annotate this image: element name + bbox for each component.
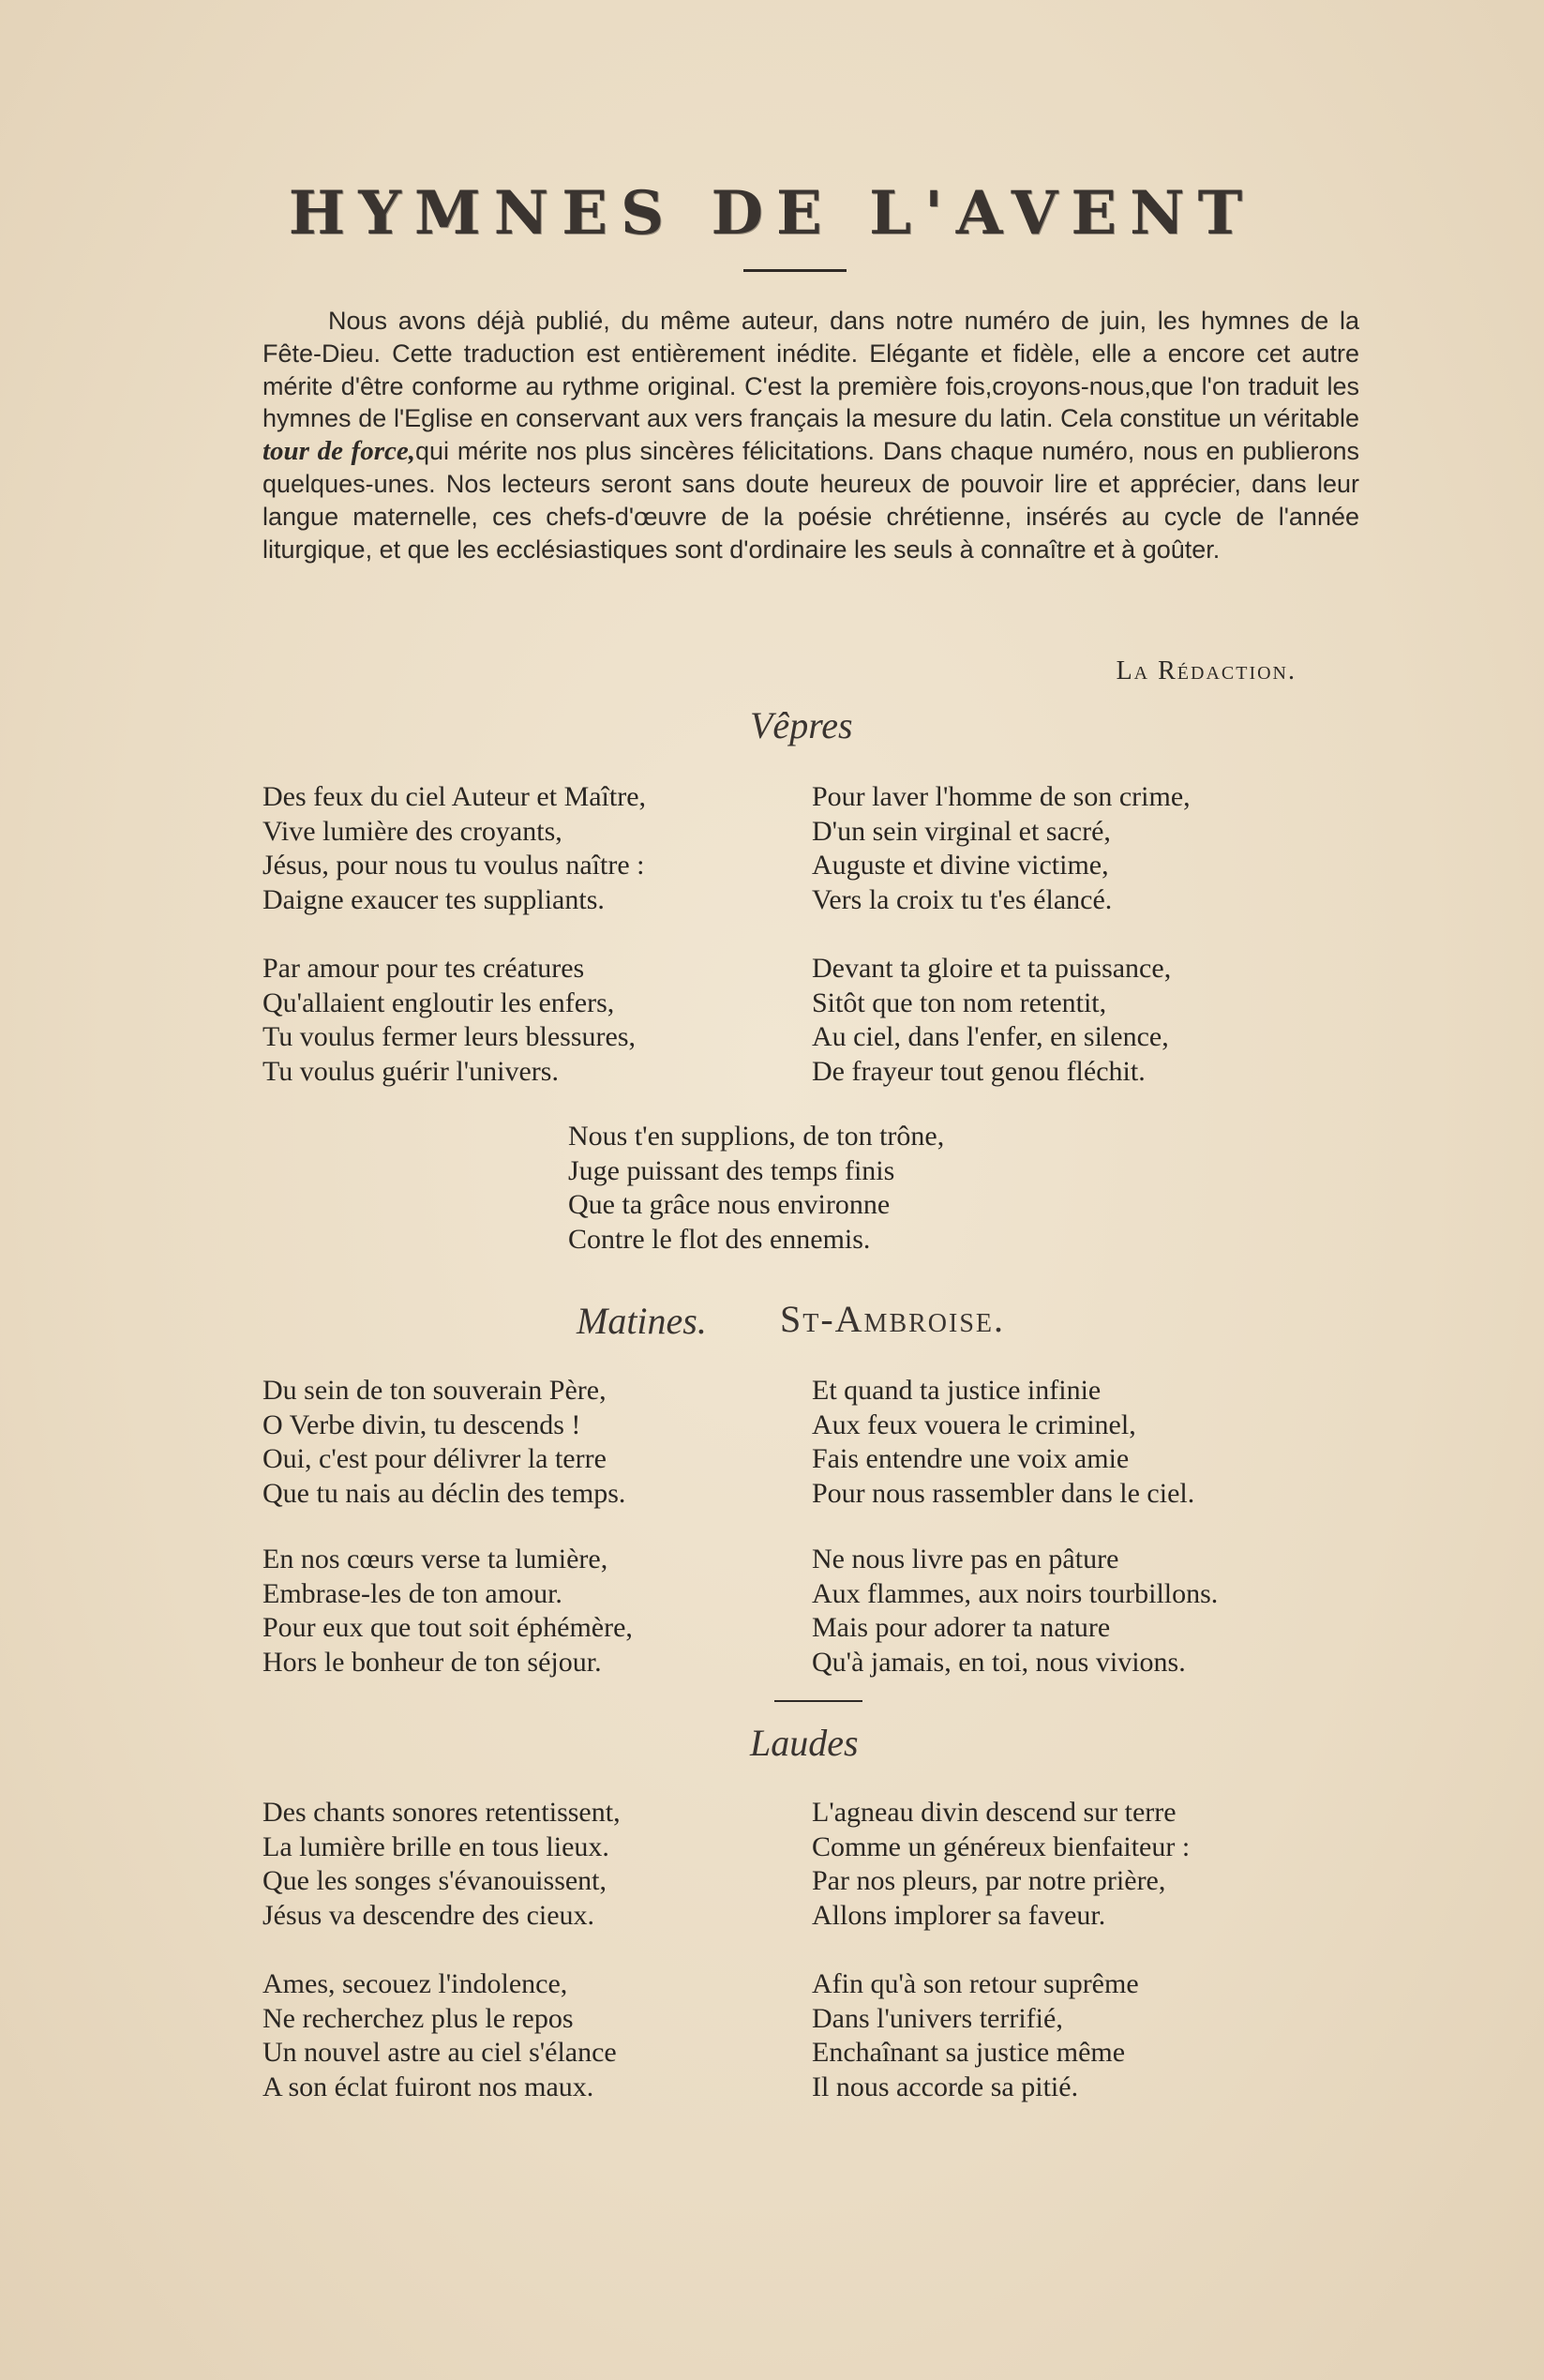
signature: La Rédaction. <box>1116 656 1297 685</box>
verse-line: Contre le flot des ennemis. <box>568 1223 871 1255</box>
verse-line: Dans l'univers terrifié, <box>812 2002 1063 2034</box>
verse-line: Ames, secouez l'indolence, <box>262 1968 568 1999</box>
verse-line: Ne recherchez plus le repos <box>262 2002 574 2034</box>
verse-line: Des feux du ciel Auteur et Maître, <box>262 781 647 812</box>
matines-stanza-4 <box>812 1543 1218 1680</box>
title-rule <box>743 269 847 272</box>
verse-line: Nous t'en supplions, de ton trône, <box>568 1121 945 1152</box>
verse-line: Par amour pour tes créatures <box>262 953 585 984</box>
verse-line: Que les songes s'évanouissent, <box>262 1865 607 1896</box>
verse-line: Mais pour adorer ta nature <box>812 1612 1111 1643</box>
verse-line: D'un sein virginal et sacré, <box>812 815 1111 847</box>
verse-line: Jésus va descendre des cieux. <box>262 1899 595 1931</box>
intro-paragraph <box>262 305 1359 565</box>
verse-line: Et quand ta justice infinie <box>812 1375 1102 1406</box>
verse-line: Hors le bonheur de ton séjour. <box>262 1646 602 1678</box>
vepres-stanza-2 <box>812 780 1191 917</box>
section-rule <box>774 1700 862 1702</box>
laudes-stanza-4 <box>812 1967 1139 2104</box>
page-title: HYMNES DE L'AVENT <box>288 178 1256 249</box>
verse-line: O Verbe divin, tu descends ! <box>262 1408 581 1440</box>
verse-line: Vers la croix tu t'es élancé. <box>812 883 1113 915</box>
verse-line: Vive lumière des croyants, <box>262 815 562 847</box>
verse-line: Juge puissant des temps finis <box>568 1154 895 1186</box>
verse-line: Pour laver l'homme de son crime, <box>812 781 1191 812</box>
verse-line: Oui, c'est pour délivrer la terre <box>262 1443 607 1474</box>
vepres-heading: Vêpres <box>750 704 853 746</box>
verse-line: Des chants sonores retentissent, <box>262 1797 621 1828</box>
verse-line: Allons implorer sa faveur. <box>812 1899 1106 1931</box>
verse-line: Jésus, pour nous tu voulus naître : <box>262 850 645 881</box>
verse-line: Enchaînant sa justice même <box>812 2037 1126 2068</box>
vepres-stanza-3 <box>262 952 636 1089</box>
verse-line: Devant ta gloire et ta puissance, <box>812 953 1172 984</box>
verse-line: Auguste et divine victime, <box>812 850 1109 881</box>
verse-line: En nos cœurs verse ta lumière, <box>262 1544 608 1574</box>
verse-line: Afin qu'à son retour suprême <box>812 1968 1139 1999</box>
laudes-stanza-2 <box>812 1796 1190 1933</box>
matines-stanza-2 <box>812 1374 1194 1511</box>
matines-stanza-1 <box>262 1374 625 1511</box>
vepres-stanza-5 <box>568 1120 944 1257</box>
verse-line: Fais entendre une voix amie <box>812 1443 1130 1474</box>
verse-line: Daigne exaucer tes suppliants. <box>262 883 605 915</box>
verse-line: Tu voulus fermer leurs blessures, <box>262 1021 637 1052</box>
verse-line: Comme un généreux bienfaiteur : <box>812 1830 1191 1862</box>
matines-heading: Matines. <box>577 1300 707 1342</box>
verse-line: Par nos pleurs, par notre prière, <box>812 1865 1166 1896</box>
laudes-heading: Laudes <box>750 1722 859 1764</box>
verse-line: La lumière brille en tous lieux. <box>262 1830 609 1862</box>
verse-line: Un nouvel astre au ciel s'élance <box>262 2037 617 2068</box>
verse-line: A son éclat fuiront nos maux. <box>262 2071 594 2102</box>
verse-line: Pour eux que tout soit éphémère, <box>262 1612 633 1643</box>
intro-text-part2: qui mérite nos plus sincères félicitations. Dans chaque numéro, nous en publierons quelques-unes. Nos lecteurs seront sans doute heureux de pouvoir lire et apprécier, dans leur langue maternelle, ces chefs-d'œuvre de la poésie chrétienne, insérés au cycle de l'année liturgique, et que les ecclésiastiques sont d'ordinaire les seuls à connaître et à goûter. <box>262 437 1359 564</box>
laudes-stanza-1 <box>262 1796 621 1933</box>
laudes-stanza-3 <box>262 1967 617 2104</box>
intro-text-part1: Nous avons déjà publié, du même auteur, dans notre numéro de juin, les hymnes de la Fête-Dieu. Cette traduction est entièrement inédite. Elégante et fidèle, elle a encore cet autre mérite d'être conforme au rythme original. C'est la première fois,croyons-nous,que l'on traduit les hymnes de l'Eglise en conservant aux vers français la mesure du latin. Cela constitue un véritable <box>262 307 1359 433</box>
verse-line: Sitôt que ton nom retentit, <box>812 987 1107 1018</box>
verse-line: De frayeur tout genou fléchit. <box>812 1055 1146 1087</box>
verse-line: Que tu nais au déclin des temps. <box>262 1477 626 1509</box>
verse-line: Qu'à jamais, en toi, nous vivions. <box>812 1646 1186 1678</box>
verse-line: Il nous accorde sa pitié. <box>812 2071 1079 2102</box>
matines-stanza-3 <box>262 1543 633 1680</box>
verse-line: Aux flammes, aux noirs tourbillons. <box>812 1577 1219 1609</box>
verse-line: Pour nous rassembler dans le ciel. <box>812 1477 1195 1509</box>
verse-line: L'agneau divin descend sur terre <box>812 1797 1177 1828</box>
vepres-stanza-4 <box>812 952 1171 1089</box>
vepres-stanza-1 <box>262 780 646 917</box>
verse-line: Embrase-les de ton amour. <box>262 1577 562 1609</box>
matines-subheading: St-Ambroise. <box>780 1298 1006 1340</box>
intro-emphasis: tour de force, <box>262 436 415 467</box>
verse-line: Qu'allaient engloutir les enfers, <box>262 987 615 1018</box>
verse-line: Au ciel, dans l'enfer, en silence, <box>812 1021 1169 1052</box>
verse-line: Ne nous livre pas en pâture <box>812 1544 1119 1574</box>
verse-line: Que ta grâce nous environne <box>568 1189 891 1220</box>
verse-line: Tu voulus guérir l'univers. <box>262 1055 559 1087</box>
verse-line: Du sein de ton souverain Père, <box>262 1375 607 1406</box>
verse-line: Aux feux vouera le criminel, <box>812 1408 1136 1440</box>
